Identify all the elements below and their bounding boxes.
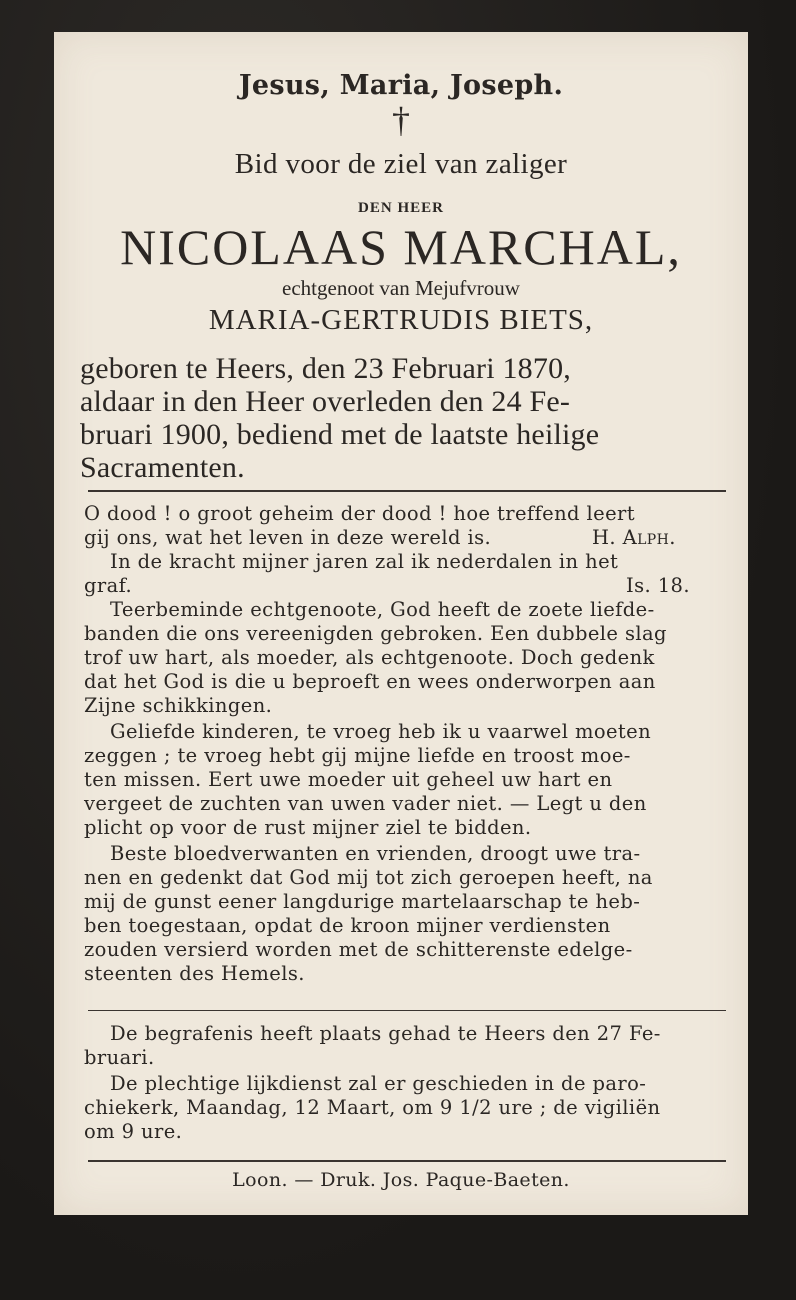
bio-line: bruari 1900, bediend met de laatste heilige	[80, 418, 600, 451]
text-line: Beste bloedverwanten en vrienden, droogt uwe tra-	[110, 842, 641, 865]
funeral-line: om 9 ure.	[84, 1120, 183, 1143]
spouse-name: MARIA-GERTRUDIS BIETS,	[208, 304, 594, 336]
text-line: graf.	[84, 574, 133, 597]
invocation: Jesus, Maria, Joseph.	[238, 70, 564, 101]
text-line: Zijne schikkingen.	[84, 694, 273, 717]
text-line: In de kracht mijner jaren zal ik nederdalen in het	[110, 550, 619, 573]
funeral-line: De plechtige lijkdienst zal er geschieden in de paro-	[110, 1072, 647, 1095]
honorific: DEN HEER	[358, 200, 444, 216]
text-line: trof uw hart, als moeder, als echtgenoote. Doch gedenk	[84, 646, 655, 669]
citation-alph: H. Alph.	[592, 526, 676, 549]
divider	[88, 1010, 726, 1011]
text-line: nen en gedenkt dat God mij tot zich geroepen heeft, na	[84, 866, 653, 889]
funeral-line: De begrafenis heeft plaats gehad te Heers den 27 Fe-	[110, 1022, 661, 1045]
text-line: zouden versierd worden met de schitterenste edelge-	[84, 938, 633, 961]
memorial-card	[54, 32, 748, 1215]
text-line: gij ons, wat het leven in deze wereld is.	[84, 526, 492, 549]
bio-line: geboren te Heers, den 23 Februari 1870,	[80, 352, 571, 385]
funeral-line: chiekerk, Maandag, 12 Maart, om 9 1/2 ure ; de vigiliën	[84, 1096, 661, 1119]
citation-isaiah: Is. 18.	[626, 574, 690, 597]
text-line: mij de gunst eener langdurige martelaarschap te heb-	[84, 890, 641, 913]
spouse-intro: echtgenoot van Mejufvrouw	[282, 276, 520, 300]
divider	[88, 490, 726, 492]
deceased-name: NICOLAAS MARCHAL,	[120, 219, 682, 275]
prayer-line: Bid voor de ziel van zaliger	[234, 148, 568, 180]
text-line: plicht op voor de rust mijner ziel te bidden.	[84, 816, 532, 839]
printer-imprint: Loon. — Druk. Jos. Paque-Baeten.	[232, 1169, 570, 1191]
text-line: steenten des Hemels.	[84, 962, 305, 985]
text-line: ben toegestaan, opdat de kroon mijner verdiensten	[84, 914, 611, 937]
text-line: banden die ons vereenigden gebroken. Een dubbele slag	[84, 622, 667, 645]
text-line: zeggen ; te vroeg hebt gij mijne liefde en troost moe-	[84, 744, 631, 767]
bio-line: Sacramenten.	[80, 451, 245, 484]
funeral-line: bruari.	[84, 1046, 155, 1069]
text-line: ten missen. Eert uwe moeder uit geheel uw hart en	[84, 768, 613, 791]
divider	[88, 1160, 726, 1162]
text-line: vergeet de zuchten van uwen vader niet. — Legt u den	[84, 792, 647, 815]
text-line: Geliefde kinderen, te vroeg heb ik u vaarwel moeten	[110, 720, 652, 743]
bio-line: aldaar in den Heer overleden den 24 Fe-	[80, 385, 571, 418]
text-line: O dood ! o groot geheim der dood ! hoe treffend leert	[84, 502, 636, 525]
text-line: Teerbeminde echtgenoote, God heeft de zoete liefde-	[110, 598, 655, 621]
text-line: dat het God is die u beproeft en wees onderworpen aan	[84, 670, 656, 693]
cross-icon: †	[392, 100, 410, 140]
